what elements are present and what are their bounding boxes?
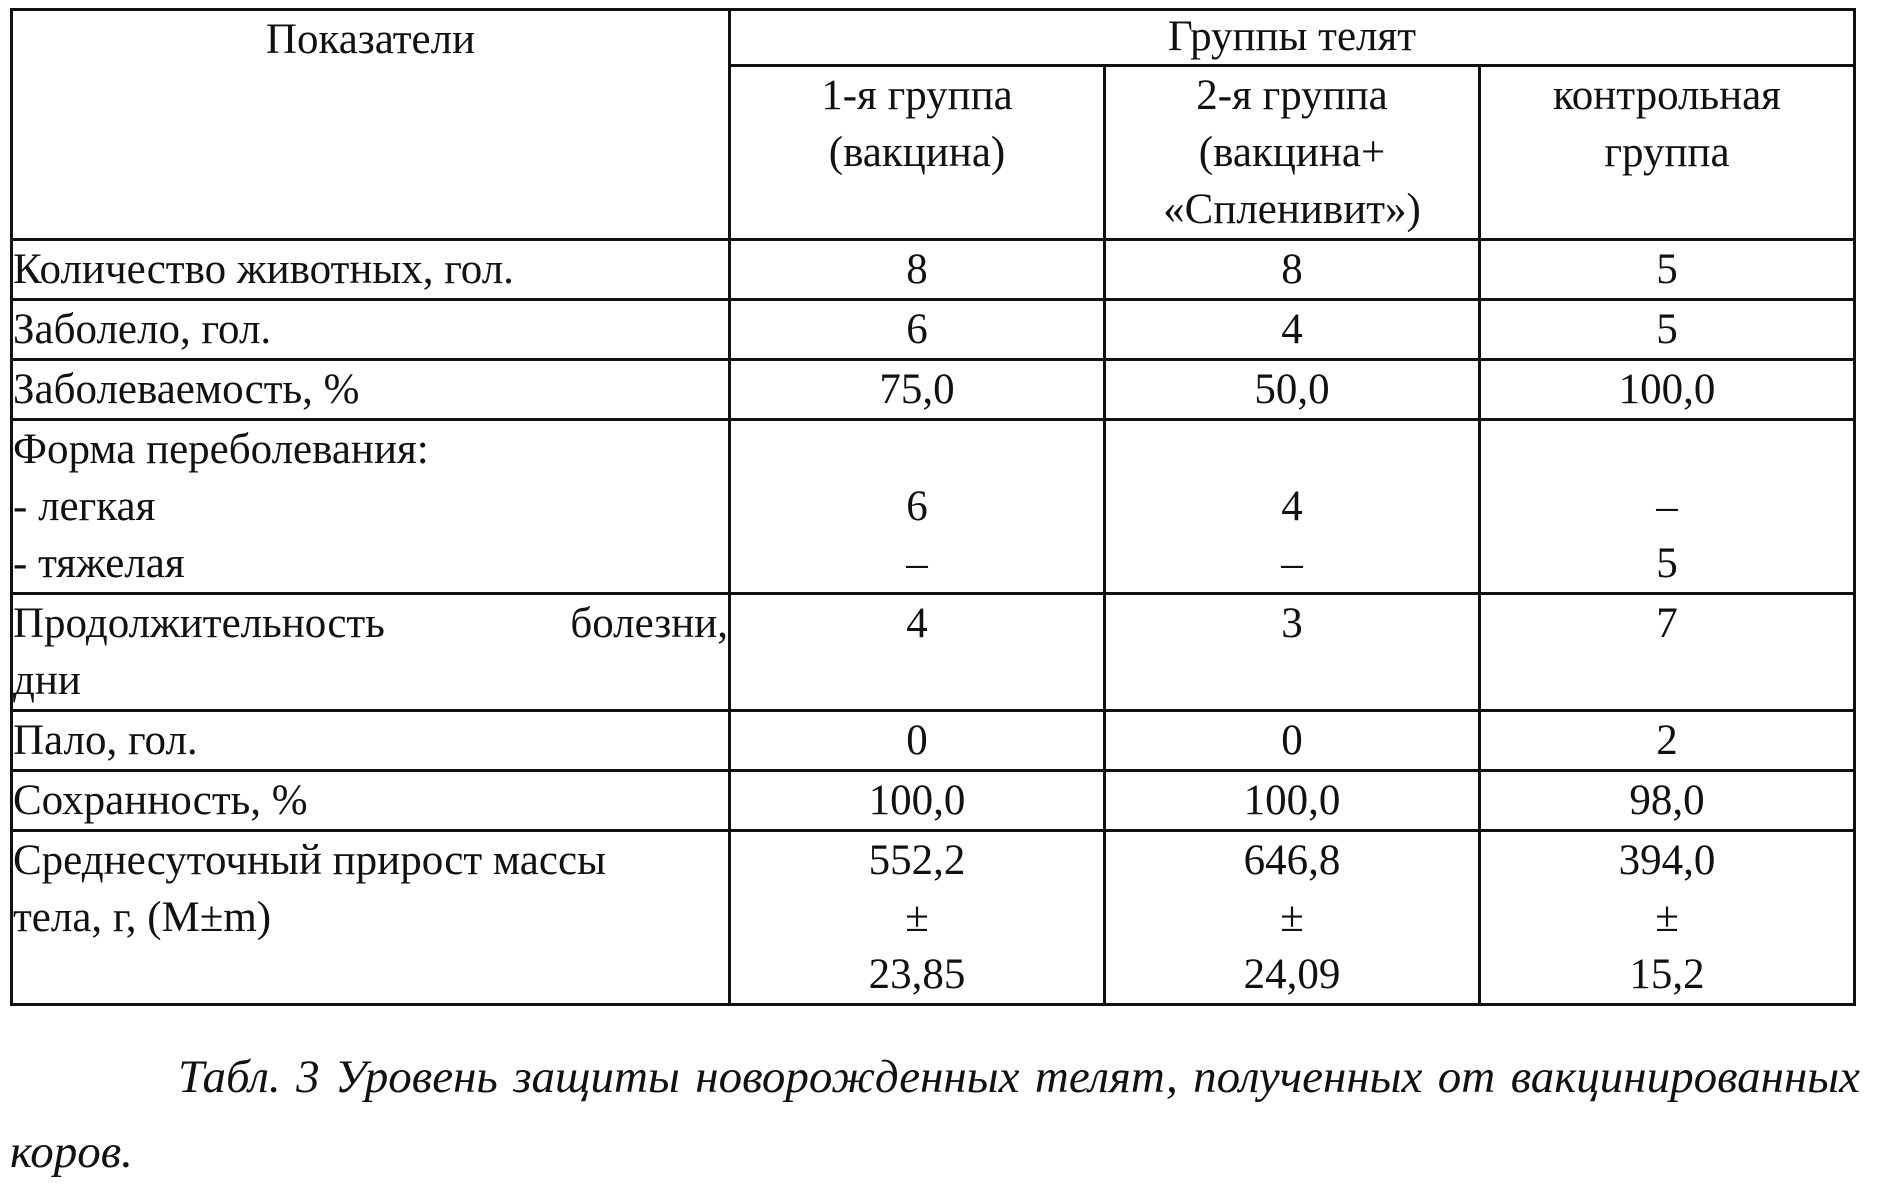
cell-value: 50,0 [1105,360,1480,420]
row-label: Пало, гол. [12,711,730,771]
cell-value [1105,420,1480,594]
row-label-line: - легкая [13,483,156,530]
cell-line: ± [1280,894,1304,941]
row-label-line: - тяжелая [13,540,185,587]
cell-line: – [906,540,928,587]
table-row [12,300,1855,360]
row-label: Заболеваемость, % [12,360,730,420]
cell-value [1480,420,1855,594]
header-group-2-line: (вакцина+ [1198,129,1386,176]
cell-value: 100,0 [1480,360,1855,420]
row-label: Сохранность, % [12,771,730,831]
header-groups-title: Группы телят [730,10,1855,66]
row-label: Заболело, гол. [12,300,730,360]
cell-line: – [1656,483,1678,530]
cell-line: ± [905,894,929,941]
cell-line [1106,421,1478,478]
cell-value: 8 [1105,240,1480,300]
cell-line: 646,8 [1243,837,1341,884]
cell-value: 2 [1480,711,1855,771]
cell-value: 75,0 [730,360,1105,420]
cell-line: 4 [1281,483,1303,530]
row-label: Количество животных, гол. [12,240,730,300]
results-table [10,8,1856,1006]
cell-line [1481,421,1853,478]
cell-value [730,420,1105,594]
header-group-2-line: «Спленивит») [1163,186,1421,233]
cell-value: 7 [1480,594,1855,711]
header-indicators: Показатели [12,10,730,240]
cell-value: 0 [730,711,1105,771]
table-row [12,594,1855,711]
cell-line: 394,0 [1618,837,1716,884]
cell-value [1480,831,1855,1005]
cell-value: 5 [1480,240,1855,300]
header-group-2 [1105,66,1480,240]
header-group-control-line: группа [1604,129,1730,176]
row-label [12,420,730,594]
row-label [12,831,730,1005]
row-label-line: дни [13,657,81,704]
cell-line: 5 [1656,540,1678,587]
header-group-2-line: 2-я группа [1196,72,1388,119]
header-group-1 [730,66,1105,240]
cell-value [730,831,1105,1005]
row-label [12,594,730,711]
table-row [12,420,1855,594]
table-row [12,771,1855,831]
cell-line: ± [1655,894,1679,941]
cell-line: 23,85 [868,951,966,998]
cell-value: 8 [730,240,1105,300]
cell-value [1105,831,1480,1005]
cell-value: 3 [1105,594,1480,711]
cell-line: 15,2 [1629,951,1705,998]
cell-line: 24,09 [1243,951,1341,998]
cell-value: 100,0 [730,771,1105,831]
cell-line: 6 [906,483,928,530]
cell-value: 6 [730,300,1105,360]
cell-line: 552,2 [868,837,966,884]
cell-line: – [1281,540,1303,587]
table-row [12,711,1855,771]
cell-value: 0 [1105,711,1480,771]
header-group-1-line: 1-я группа [821,72,1013,119]
table-row [12,360,1855,420]
row-label-line: Среднесуточный прирост массы [13,837,606,884]
cell-line [731,421,1103,478]
cell-value: 4 [1105,300,1480,360]
row-label-line: Продолжительность болезни, [13,600,728,647]
cell-value: 4 [730,594,1105,711]
row-label-line [13,946,728,1003]
row-label-line: тела, г, (M±m) [13,894,272,941]
header-group-control-line: контрольная [1553,72,1781,119]
header-row-top [12,10,1855,66]
table-row [12,831,1855,1005]
cell-value: 100,0 [1105,771,1480,831]
cell-value: 98,0 [1480,771,1855,831]
header-group-control [1480,66,1855,240]
header-group-1-line: (вакцина) [828,129,1006,176]
table-caption: Табл. 3 Уровень защиты новорожденных телят, полученных от вакцинированных коров. [10,1051,1860,1178]
cell-value: 5 [1480,300,1855,360]
table-row [12,240,1855,300]
row-label-line: Форма переболевания: [13,426,429,473]
